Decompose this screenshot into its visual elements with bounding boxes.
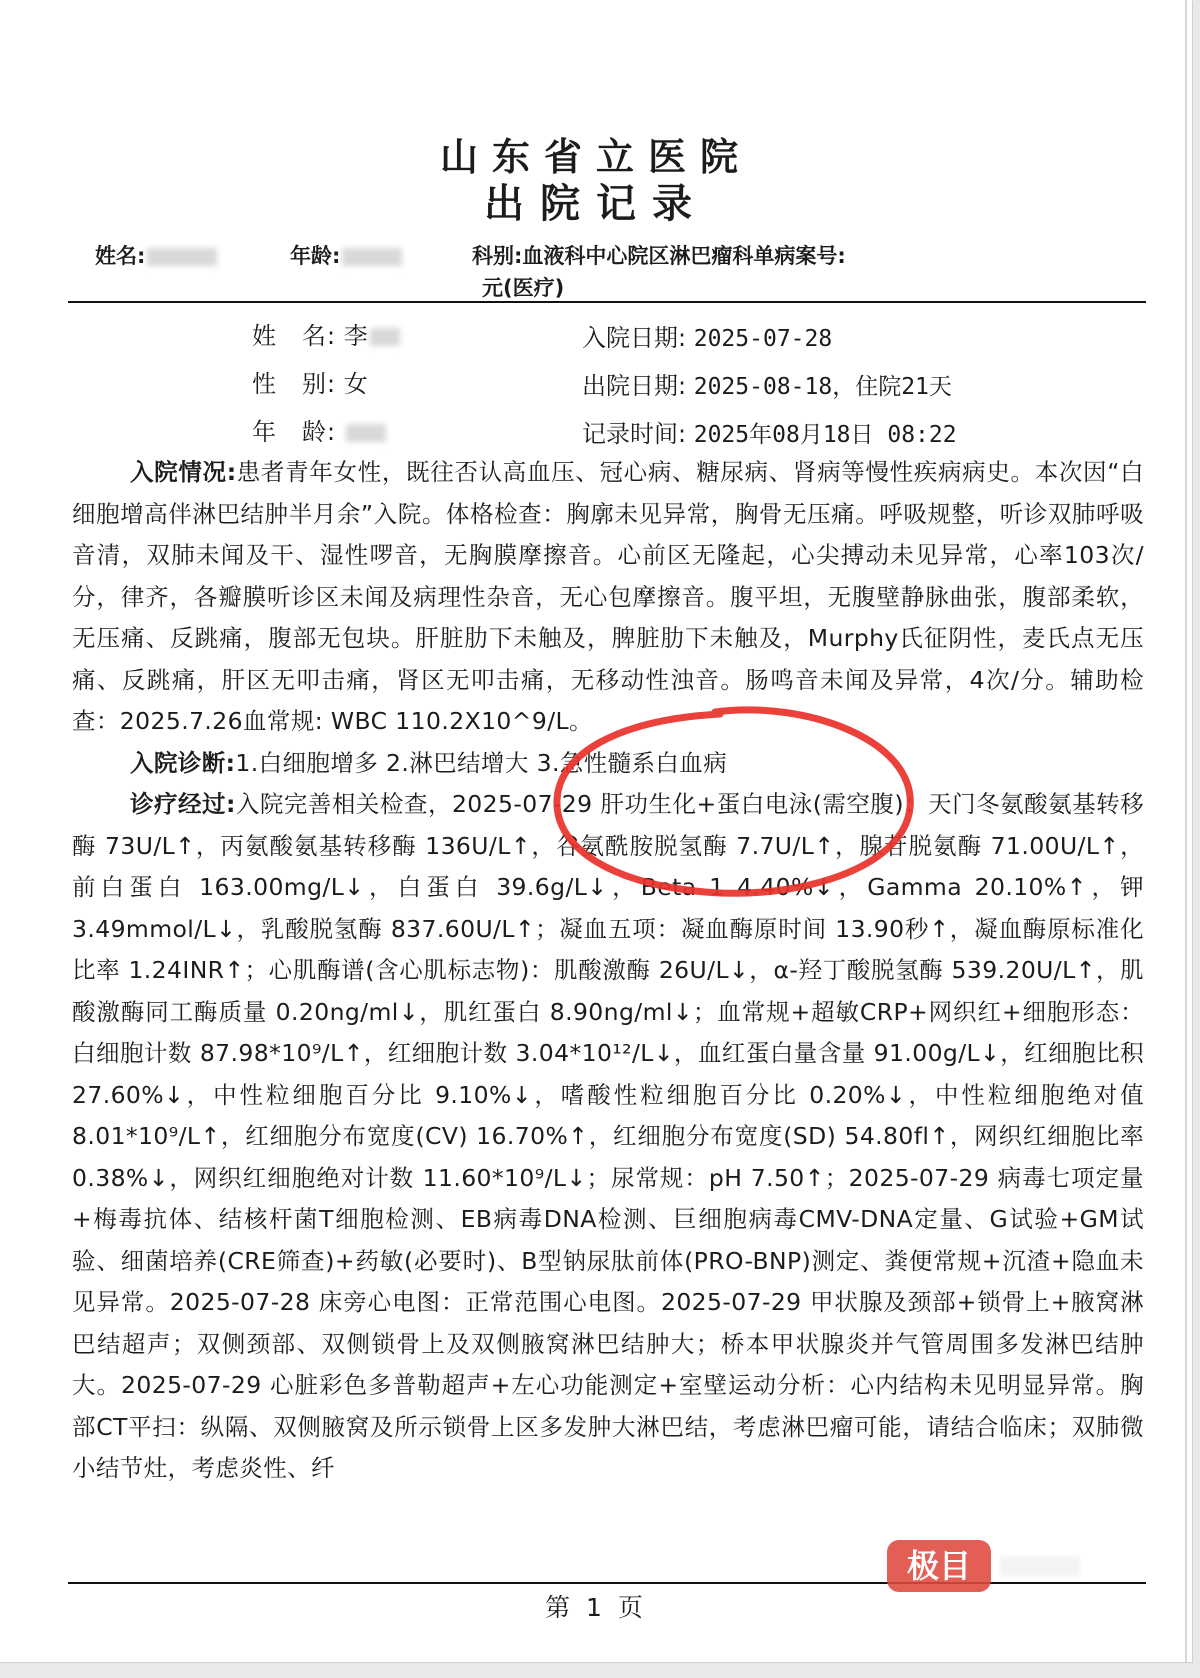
record-title: 出院记录 (484, 181, 708, 227)
header-department-cont: 元(医疗) (482, 276, 565, 300)
redacted-age (342, 248, 402, 266)
discharge-date-value: 2025-08-18，住院21天 (693, 374, 952, 400)
patient-sex-label: 性 别: (252, 370, 337, 398)
watermark-ghost-text (1000, 1556, 1080, 1576)
patient-name-label: 姓 名: (252, 322, 337, 350)
redacted-patient-name (370, 328, 400, 346)
patient-age (252, 412, 386, 447)
course-section (72, 784, 1144, 1490)
header-name (95, 240, 217, 270)
discharge-date-label: 出院日期: (582, 372, 687, 400)
jimu-watermark-logo: 极目 (887, 1540, 991, 1592)
record-time-value: 2025年08月18日 08:22 (693, 422, 957, 448)
record-body (72, 452, 1144, 1490)
header-department: 科别:血液科中心院区淋巴瘤科单病案号: (472, 244, 846, 268)
diagnosis-text: 1.白细胞增多 2.淋巴结增大 3.急性髓系白血病 (235, 748, 728, 777)
hospital-title: 山东省立医院 (439, 135, 752, 179)
admission-section (72, 452, 1144, 743)
patient-sex (252, 364, 368, 399)
admit-date (582, 318, 832, 353)
admit-date-label: 入院日期: (582, 324, 687, 352)
page-edge (1185, 0, 1187, 1662)
course-heading: 诊疗经过: (130, 790, 236, 818)
diagnosis-heading: 入院诊断: (130, 748, 236, 777)
patient-age-label: 年 龄: (252, 418, 337, 446)
record-time-label: 记录时间: (582, 420, 687, 448)
patient-name-value: 李 (343, 322, 368, 350)
admission-heading: 入院情况: (130, 458, 237, 486)
patient-name (252, 316, 400, 351)
page-number: 第 1 页 (545, 1593, 647, 1622)
course-text: 入院完善相关检查，2025-07-29 肝功生化+蛋白电泳(需空腹)：天门冬氨酸氨基转移酶 73U/L↑，丙氨酸氨基转移酶 136U/L↑，谷氨酰胺脱氢酶 7.7U/L↑，腺苷脱氨酶 71.00U/L↑，前白蛋白 163.00mg/L↓，白蛋白 39.6g/L↓，Beta 1 4.40%↓，Gamma 20.10%↑，钾 3.49mmol/L↓，乳酸脱氢酶 837.60U/L↑；凝血五项：凝血酶原时间 13.90秒↑，凝血酶原标准化比率 1.24INR↑；心肌酶谱(含心肌标志物)：肌酸激酶 26U/L↓，α-羟丁酸脱氢酶 539.20U/L↑，肌酸激酶同工酶质量 0.20ng/ml↓，肌红蛋白 8.90ng/ml↓；血常规+超敏CRP+网织红+细胞形态：白细胞计数 87.98*10⁹/L↑，红细胞计数 3.04*10¹²/L↓，血红蛋白量含量 91.00g/L↓，红细胞比积 27.60%↓，中性粒细胞百分比 9.10%↓，嗜酸性粒细胞百分比 0.20%↓，中性粒细胞绝对值 8.01*10⁹/L↑，红细胞分布宽度(CV) 16.70%↑，红细胞分布宽度(SD) 54.80fl↑，网织红细胞比率 0.38%↓，网织红细胞绝对计数 11.60*10⁹/L↓；尿常规：pH 7.50↑；2025-07-29 病毒七项定量+梅毒抗体、结核杆菌T细胞检测、EB病毒DNA检测、巨细胞病毒CMV-DNA定量、G试验+GM试验、细菌培养(CRE筛查)+药敏(必要时)、B型钠尿肽前体(PRO-BNP)测定、粪便常规+沉渣+隐血未见异常。2025-07-28 床旁心电图：正常范围心电图。2025-07-29 甲状腺及颈部+锁骨上+腋窝淋巴结超声；双侧颈部、双侧锁骨上及双侧腋窝淋巴结肿大；桥本甲状腺炎并气管周围多发淋巴结肿大。2025-07-29 心脏彩色多普勒超声+左心功能测定+室壁运动分析：心内结构未见明显异常。胸部CT平扫：纵隔、双侧腋窝及所示锁骨上区多发肿大淋巴结，考虑淋巴瘤可能，请结合临床；双肺微小结节灶，考虑炎性、纤 (72, 790, 1144, 1482)
header-age (290, 240, 402, 270)
patient-sex-value: 女 (343, 370, 368, 398)
admit-date-value: 2025-07-28 (693, 326, 833, 352)
header-age-label: 年龄: (290, 244, 341, 268)
admission-text: 患者青年女性，既往否认高血压、冠心病、糖尿病、肾病等慢性疾病病史。本次因“白细胞增高伴淋巴结肿半月余”入院。体格检查：胸廓未见异常，胸骨无压痛。呼吸规整，听诊双肺呼吸音清，双肺未闻及干、湿性啰音，无胸膜摩擦音。心前区无隆起，心尖搏动未见异常，心率103次/分，律齐，各瓣膜听诊区未闻及病理性杂音，无心包摩擦音。腹平坦，无腹壁静脉曲张，腹部柔软，无压痛、反跳痛，腹部无包块。肝脏肋下未触及，脾脏肋下未触及，Murphy氏征阴性，麦氏点无压痛、反跳痛，肝区无叩击痛，肾区无叩击痛，无移动性浊音。肠鸣音未闻及异常，4次/分。辅助检查：2025.7.26血常规: WBC 110.2X10^9/L。 (72, 458, 1144, 735)
discharge-date (582, 366, 952, 401)
header-name-label: 姓名: (95, 244, 146, 268)
record-time (582, 414, 957, 449)
header-divider (68, 301, 1146, 303)
redacted-name (147, 248, 217, 266)
redacted-patient-age (346, 424, 386, 442)
diagnosis-section (72, 743, 1144, 785)
